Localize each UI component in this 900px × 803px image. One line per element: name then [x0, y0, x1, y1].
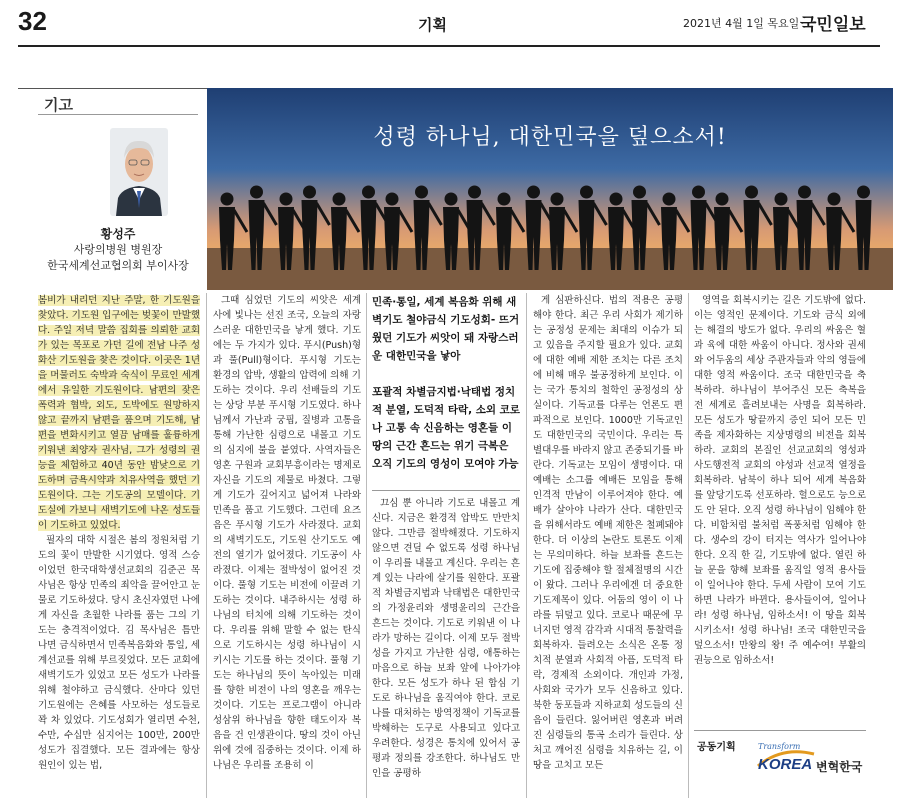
author-info: [38, 226, 198, 274]
newspaper-name: 국민일보: [800, 15, 866, 35]
column-1-text: 필자의 대학 시절은 봄의 정원처럼 기도의 꽃이 만발한 시기였다. 영적 스승이었던 한국대학생선교회의 김준곤 목사님은 항상 민족의 죄악을 끌어안고 눈물로 기도하셨다. 당시 초신자였던 나에게 자신을 초월한 나라를 품는 그의 기도는 충격적이었다. 김 목사님은 틈만 나면 금식하면서 민족복음화와 통일, 세계선교를 위해 부르짖었다. 모든 교회에 새벽기도가 있었고 모든 성도가 나라를 위해 철야하고 금식했다. 산마다 있던 기도원에는 은혜를 사모하는 성도들로 꽉 차 있었다. 기도성회가 열리면 수천, 수만, 수십만 심지어는 100만, 200만 성도가 집결했다. 모든 결과에는 항상 원인이 있는 법,: [38, 535, 200, 771]
header-rule: [18, 45, 880, 47]
silhouette-head: [280, 193, 293, 206]
silhouette-head: [221, 193, 234, 206]
column-divider: [206, 293, 207, 798]
column-divider: [366, 293, 367, 798]
pull-quote-1: 민족·통일, 세계 복음화 위해 새벽기도 철야금식 기도성회- 뜨거웠던 기도가 씨앗이 돼 자랑스러운 대한민국을 낳아: [372, 296, 520, 362]
logo-suffix: 변혁한국: [816, 760, 863, 774]
silhouette-head: [303, 186, 316, 199]
column-divider: [688, 293, 689, 798]
silhouette-head: [745, 186, 758, 199]
article-column-4: 게 심판하신다. 법의 적용은 공평해야 한다. 최근 우리 사회가 제기하는 공정성 문제는 최대의 이슈가 되고 있음을 주지할 필요가 있다. 교회에 대한 예배 제한 조치는 다른 조치에 비해 매우 불공정하게 보인다. 이는 국가 통치의 철학인 공정성의 상실이다. 기독교를 다루는 언론도 편파적으로 보인다. 1000만 기독교인도 대한민국의 국민이다. 우리는 특별대우를 바라지 않고 존중되기를 바란다. 기독교는 모임이 생명이다. 대예배는 소그룹 예배든 모임을 통해 인격적 만남이 이루어져야 한다. 예배가 살아야 나라가 산다. 대한민국을 위해서라도 예배 제한은 철폐돼야 한다. 더 이상의 논란도 토론도 이제는 무의미하다. 하늘 보좌를 흔드는 기도에 집중해야 할 절체절명의 시간이 왔다. 그러나 우리에겐 더 중요한 기도제목이 있다. 어둠의 영이 이 나라를 뒤덮고 있다. 코로나 때문에 무너지던 영적 감각과 시대적 통찰력을 회복하자. 들려오는 소식은 온통 정치적 분열과 사회적 아픔, 도덕적 타락, 경제적 소외이다. 개인과 가정, 사회와 국가가 모두 신음하고 있다. 북한 동포들과 지하교회 성도들의 신음이 들린다. 잃어버린 영혼과 버려진 심령들의 통곡 소리가 들린다. 상처고 깨어진 심령을 치유하는 길, 이 땅을 고치고 모든: [533, 295, 683, 771]
transform-korea-logo: [752, 740, 870, 780]
author-name: 황성주: [100, 227, 136, 241]
credit-label: 공동기획: [697, 742, 736, 753]
silhouette-head: [775, 193, 788, 206]
banner-photo: [207, 88, 893, 290]
logo-text: KOREA: [758, 756, 813, 773]
banner-title: 성령 하나님, 대한민국을 덮으소서!: [373, 125, 727, 150]
silhouette-head: [386, 193, 399, 206]
silhouette-head: [610, 193, 623, 206]
section-title: 기획: [418, 16, 447, 34]
silhouette-head: [798, 186, 811, 199]
article-column-5: 영역을 회복시키는 길은 기도밖에 없다. 이는 영적인 문제이다. 기도와 금식 외에는 해결의 방도가 없다. 우리의 싸움은 혈과 육에 대한 싸움이 아니다. 정사와 권세와 어두움의 세상 주관자들과 악의 영들에 대한 영적 싸움이다. 조국 대한민국을 축복하라. 하나님이 부어주신 모든 축복을 전 세계로 흘려보내는 사명을 회복하라. 모든 성도가 땅끝까지 증인 되어 모든 민족을 제자화하는 지상명령의 비전을 회복하라. 교회의 본질인 선교교회의 영성과 사도행전적 교회의 야성과 선교적 열정을 회복하라. 남북이 하나 되어 세계 복음화를 앞당기도록 선포하라. 헐으로도 능으로도 안 된다. 오직 성령 하나님이 임해야 한다. 비함처럼 불처럼 폭풍처럼 임해야 한다. 생수의 강이 터지는 역사가 일어나야 한다. 오직 한 길, 기도밖에 없다. 열린 하늘 문을 향해 보좌를 움직일 영적 용사들이 일어나야 한다. 두세 사람이 모여 기도하면 나라가 바뀐다. 용사들이여, 일어나라! 성령 하나님, 임하소서! 이 땅을 회복시키소서! 성령 하나님! 조국 대한민국을 덮으소서! 만왕의 왕! 주 예수여! 부활의 권능으로 임하소서!: [694, 295, 866, 666]
silhouette-head: [468, 186, 481, 199]
issue-date: 2021년 4월 1일 목요일: [683, 17, 800, 30]
column-label: 기고: [44, 96, 73, 114]
silhouette-head: [716, 193, 729, 206]
credit-rule: [694, 730, 866, 731]
silhouette-head: [857, 186, 870, 199]
article-column-3: 끄심 뿐 아니라 기도로 내몰고 계신다. 지금은 환경적 압박도 만만치 않다. 그만큼 절박해졌다. 기도하지 않으면 견딜 수 없도록 성령 하나님이 우리를 내몰고 계신다. 우리는 흔계 있는 나라에 살기를 원한다. 포괄적 차별금지법과 낙태법은 대한민국의 가정윤리와 생명윤리의 근간을 흔드는 것이다. 기도로 키워낸 이 나라가 망하는 길이다. 이제 모두 절박성을 가지고 가난한 심령, 애통하는 마음으로 하늘 보좌 앞에 나아가야 한다. 모든 성도가 하나 된 합심 기도로 하나님을 움직여야 한다. 코로나를 대처하는 방역정책이 기독교를 박해하는 도구로 사용되고 있다고 우려한다. 성경은 통치에 있어서 공평과 정의를 강조한다. 하나님도 만인을 공평하: [372, 498, 520, 779]
silhouette-head: [527, 186, 540, 199]
silhouette-head: [692, 186, 705, 199]
highlighted-paragraph: 봄비가 내리던 지난 주말, 한 기도원을 찾았다. 기도원 입구에는 벚꽃이 만발했다. 주일 저녁 말씀 집회를 의뢰한 교회가 있는 목포로 가던 길에 전남 나주 성화산 기도원을 찾은 것이다. 이곳은 1년을 머물러도 숙박과 숙식이 무료인 세계에서 유일한 기도원이다. 남편의 잦은 폭력과 협박, 외도, 도박에도 원망하지 않고 끝까지 남편을 품으며 기도해, 남편을 변화시키고 열끔 남매를 훌륭하게 키워낸 최양자 권사님, 그가 성령의 권능을 체험하고 40년 동안 밤낮으로 기도하며 금욕시약과 치유사역을 했던 기도원이다. 그는 기도공의 모델이다. 기도실에 가보니 새벽기도에 나온 성도들이 기도하고 있었다.: [38, 295, 200, 531]
logo-script: Transform: [758, 742, 801, 751]
silhouette-head: [580, 186, 593, 199]
article-column-1: [38, 293, 200, 803]
silhouette-head: [663, 193, 676, 206]
pull-quote-2: 포괄적 차별금지법·낙태법 정치적 분열, 도덕적 타락, 소외 코로나 고통 속 신음하는 영혼들 이 땅의 근간 흔드는 위기 극복은 오직 기도의 영성이 모여야 가능: [372, 386, 520, 470]
author-title-1: 사랑의병원 병원장: [73, 243, 163, 256]
column-label-rule: [38, 114, 198, 115]
author-title-2: 한국세계선교협의회 부이사장: [47, 259, 189, 272]
column-divider: [526, 293, 527, 798]
silhouette-head: [415, 186, 428, 199]
silhouette-head: [250, 186, 263, 199]
author-photo: [110, 128, 168, 216]
article-column-2: 그때 심었던 기도의 씨앗은 세계사에 빛나는 선진 조국, 오늘의 자랑스러운 대한민국을 낳게 했다. 기도에는 두 가지가 있다. 푸시(Push)형과 풀(Pull)형이다. 푸시형 기도는 환경의 압박, 생활의 압력에 의해 기도하는 것이다. 우리 선배들의 기도는 상당 부분 푸시형 기도였다. 하나님께서 가난과 궁핍, 질병과 고통을 통해 가난한 심령으로 내몰고 기도의 심지에 불을 붙였다. 사역자들은 영혼 구원과 교회부흥이라는 명제로 자신을 기도의 제물로 바쳤다. 그렇게 기도가 깊어지고 넓어져 나라와 민족을 품고 기도했다. 그런데 요즈음은 푸시형 기도가 사라졌다. 교회의 새벽기도도, 기도원 산기도도 예전의 열기가 없어졌다. 기도공이 사라졌다. 이제는 절박성이 없어진 것이다. 풀형 기도는 비전에 이끌려 기도하는 것이다. 내주하시는 성령 하나님의 터치에 의해 기도하는 것이다. 우리를 위해 말할 수 없는 탄식으로 기도하시는 성령 하나님이 시키시는 기도를 하는 것이다. 풀형 기도는 하나님의 뜻이 녹아있는 미래를 향한 비전이 나의 영혼을 깨우는 것이다. 기도는 프로그램이 아니라 성삼위 하나님을 향한 태도이자 복음을 건 인생관이다. 땅의 것이 아닌 위에 것에 집중하는 것이다. 이제 하나님은 우리를 조용히 이: [213, 295, 361, 771]
silhouette-head: [633, 186, 646, 199]
silhouette-head: [828, 193, 841, 206]
page-number: 32: [18, 6, 47, 36]
silhouette-head: [498, 193, 511, 206]
silhouette-head: [551, 193, 564, 206]
silhouette-head: [333, 193, 346, 206]
silhouette-head: [362, 186, 375, 199]
pull-quote-rule: [372, 490, 520, 491]
silhouette-head: [445, 193, 458, 206]
